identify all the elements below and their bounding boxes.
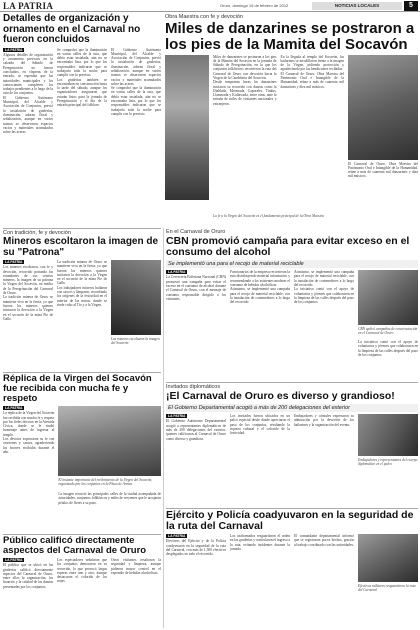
photo-column (111, 260, 161, 346)
newspaper-logo: LA PATRIA (3, 1, 54, 11)
photo-column (358, 270, 418, 357)
diplomats-photo (358, 414, 418, 456)
photo-caption: El instante importante del recibimiento de la Virgen del Socavón, organizado por los conjuntos en la Plaza de Armas (58, 477, 153, 487)
photo-column (358, 414, 418, 467)
subhead: El Gobierno Departamental acogió a más de 200 delegaciones del exterior (166, 404, 418, 412)
procession-photo (348, 55, 418, 160)
headline: Ejército y Policía coadyuvaron en la seguridad de la ruta del Carnaval (166, 509, 414, 533)
photo-caption: Efectivos militares resguardaron la ruta del Carnaval (358, 584, 416, 593)
photo-column (58, 406, 161, 536)
article-column (213, 55, 277, 210)
article-column (3, 48, 53, 135)
paragraph: Asimismo, se implementó una campaña para el recojo de material reciclable, con la instalación de contenedores a lo largo del recorrido. (230, 287, 290, 305)
photo-caption: Embajadores y representantes del cuerpo diplomático en el palco (358, 458, 418, 467)
article-column (348, 162, 418, 179)
divider (166, 382, 418, 383)
headline: ¡El Carnaval de Oruro es diverso y grandioso! (166, 390, 395, 402)
photo-caption: La fe a la Virgen del Socavón es el fundamento principal de la Obra Maestra (213, 214, 324, 218)
paragraph: La réplica de la Virgen del Socavón fue recibida con mucha fe y respeto por los fieles devotos en la Avenida Cívica, donde se le rindió homenaje antes de ingresar al templo. (3, 411, 55, 437)
virgin-photo (58, 406, 161, 476)
column-divider (163, 228, 164, 628)
article-column (166, 414, 226, 441)
byline: LA PATRIA (5, 557, 23, 562)
photo-column (348, 55, 418, 210)
kicker: Invitados diplomáticos (166, 384, 221, 390)
headline: Réplica de la Virgen del Socavón fue recibida con mucha fe y respeto (3, 373, 152, 404)
paragraph: El comandante departamental informó que se registraron pocos hechos, gracias al trabajo coordinado con las autoridades. (294, 534, 354, 547)
photo-caption: Los mineros escoltaron la imagen del Socavón (111, 337, 160, 346)
paragraph: El Gobierno Autónomo Municipal, del Alcalde y Asociación de Conjuntos, previó la instalación de graderías, iluminación, adorno floral y señalización, aunque en varios tramos se observaron espacios vacíos y materiales acumulados sobre las aceras. (3, 95, 53, 135)
headline: CBN promovió campaña para evitar exceso en el consumo del alcohol (166, 235, 410, 259)
article-column (111, 48, 161, 135)
headline: Detalles de organización y ornamento en el Carnaval no fueron concluidos (3, 13, 141, 45)
article-column (166, 534, 226, 556)
dancer-photo (165, 55, 209, 200)
headline: Público calificó directamente aspectos del Carnaval de Oruro (3, 535, 147, 556)
section-tag: NOTICIAS LOCALES (312, 2, 402, 10)
paragraph: Los graderías también se encontraban en construcción hasta la tarde del sábado, aunque los organizadores aseguraron que estarán listos para la jornada de Peregrinación y el día de la entrada principal del folklore. (57, 77, 107, 108)
kicker: Obra Maestra con fe y devoción (165, 14, 243, 20)
article-column (230, 414, 290, 441)
article-column (294, 534, 354, 556)
article-column (281, 55, 345, 210)
page-number: 5 (404, 1, 418, 11)
campaign-photo (358, 270, 418, 325)
paragraph: La imagen recorrió las principales calles de la ciudad acompañada de autoridades, conjuntos folklóricos y miles de creyentes que le arrojaron pétalos de flores a su paso. (58, 491, 161, 505)
paragraph: Efectivos del Ejército y de la Policía coadyuvaron en la seguridad de la ruta del Carnaval, con más de 1.500 efectivos desplegados en todo el recorrido. (166, 539, 226, 557)
paragraph: El público que se ubicó en las graderías calificó directamente aspectos del Carnaval de Oruro, entre ellos la organización, los horarios y la calidad de las danzas presentadas por los conjuntos. (3, 563, 53, 589)
article-column (3, 406, 54, 536)
paragraph: El Carnaval de Oruro, Obra Maestra del Patrimonio Oral e Intangible de la Humanidad, reúne a más de cuarenta mil danzarines y diez mil músicos. (280, 71, 344, 89)
paragraph: Asimismo, se implementó una campaña para el recojo de material reciclable, con la instalación de contenedores a lo largo del recorrido. (294, 270, 354, 287)
article-diverso (166, 384, 418, 506)
byline: LA PATRIA (5, 47, 23, 52)
paragraph: Funcionarios de la empresa recorrieron la ruta distribuyendo material informativo y recomendando a los asistentes moderar el consumo de bebidas alcohólicas. (230, 270, 290, 287)
article-column (3, 558, 53, 589)
paragraph: La Cervecería Boliviana Nacional (CBN) promovió una campaña para evitar el exceso en el consumo de alcohol durante el Carnaval de Oruro, con el mensaje de consumo responsable dirigido a los visitantes. (166, 275, 226, 301)
paragraph: La iniciativa contó con el apoyo de voluntarios y jóvenes que colaboraron en la limpieza de las calles después del paso de los conjuntos. (294, 287, 354, 305)
kicker: En el Carnaval de Oruro (166, 229, 226, 235)
byline: LA PATRIA (5, 260, 23, 264)
paragraph: Miles de danzarines se postraron a los pies de la Mamita del Socavón en la jornada de Sábado de Peregrinación, en la que los conjuntos folklóricos recorrieron la ruta del Carnaval de Oruro con devoción hacia la Virgen de la Candelaria del Socavón. (213, 54, 277, 80)
article-replica (3, 374, 161, 532)
paragraph: El Gobierno Autónomo Municipal, del Alcalde y Asociación de Conjuntos, previó la instalación de graderías, iluminación, adorno floral y señalización, aunque en varios tramos se observaron espacios vacíos y materiales acumulados sobre las aceras. (111, 47, 161, 86)
paragraph: Los mineros escoltaron, con fe y devoción, recorrido portando las estandartes de sus centros mineros, la imagen de su patrona la Virgen del Socavón, en medio de la Peregrinación del Carnaval de Oruro. (3, 265, 53, 296)
article-column (294, 414, 354, 441)
miners-photo (111, 260, 161, 335)
paragraph: El Gobierno Autónomo Departamental acogió a representantes diplomáticos de más de 200 delegaciones del exterior, quienes calificaron al Carnaval de Oruro como diverso y grandioso. (166, 419, 226, 441)
kicker: Con tradición, fe y devoción (3, 230, 71, 236)
article-miles (165, 14, 418, 227)
byline: LA PATRIA (168, 534, 186, 539)
paragraph: Se comprobó que la iluminación en varias calles de la ruta, que debía estar instalada, aún no se encontraba lista, por lo que los responsables indicaron que se trabajaría toda la noche para cumplir con lo previsto. (57, 47, 107, 78)
article-column (230, 270, 290, 304)
paragraph: Los trabajadores mineros bailaron con cascos y lámparas, recordando los orígenes de la festividad en el interior de las minas, donde se rinde culto al Tío y a la Virgen. (57, 285, 107, 307)
paragraph: Los espectadores señalaron que los conjuntos demoraron en su recorrido, lo que provocó largas esperas entre uno y otro, aunque destacaron el colorido de los trajes. (57, 557, 107, 584)
article-column (111, 558, 161, 589)
article-column (358, 340, 418, 357)
masthead (0, 0, 420, 12)
article-column (57, 48, 107, 135)
paragraph: La tradición minera de Oruro se mantiene viva en la fiesta, ya que fueron los mineros quienes iniciaron la devoción a la Virgen en el socavón de la mina Pie de Gallo. (3, 295, 53, 321)
divider (3, 228, 161, 229)
paragraph: Algunos detalles de organización y ornamento previstos en la calzada del Sábado de Peregrinación no fueron concluidos, en vísperas de la entrada; se esperaba que las autoridades municipales y los comerciantes completen los trabajos pendientes a lo largo de la ruta de los conjuntos. (3, 52, 53, 96)
article-column (58, 492, 161, 505)
article-cbn (166, 229, 418, 380)
headline: Mineros escoltaron la imagen de su "Patrona" (3, 236, 159, 258)
photo-column (358, 534, 418, 593)
byline: LA PATRIA (168, 414, 186, 419)
article-column (230, 534, 290, 556)
article-column (3, 260, 53, 321)
paragraph: Desde tempranas horas los danzarines iniciaron su recorrido con danzas como la Diablada, Morenada, Caporales, Tinkus, Llamerada y Kullawada, entre otras, ante la mirada de miles de visitantes nacionales y extranjeros. (213, 80, 277, 106)
article-column (57, 260, 107, 321)
photo-column (165, 55, 209, 210)
dateline: Oruro, domingo 19 de febrero de 2012 (220, 3, 289, 8)
paragraph: El Carnaval de Oruro, Obra Maestra del Patrimonio Oral e Intangible de la Humanidad, reúne a más de cuarenta mil danzarines y diez mil músicos. (348, 161, 418, 179)
byline: LA PATRIA (168, 270, 186, 275)
paragraph: Otros visitantes resaltaron la seguridad y limpieza, aunque pidieron mayor control en el expendio de bebidas alcohólicas. (111, 557, 161, 575)
paragraph: Los invitados fueron ubicados en un palco especial desde donde apreciaron el paso de los conjuntos, resaltando la riqueza cultural y el colorido de la festividad. (230, 414, 290, 436)
article-mineros (3, 230, 161, 370)
soldiers-photo (358, 534, 418, 582)
photo-caption: CBN aplicó campañas de concienciación en el Carnaval de Oruro (358, 327, 418, 336)
paragraph: La tradición minera de Oruro se mantiene viva en la fiesta, ya que fueron los mineros quienes iniciaron la devoción a la Virgen en el socavón de la mina Pie de Gallo. (57, 260, 107, 286)
article-detalles (3, 14, 161, 222)
article-publico (3, 536, 161, 628)
byline: LA PATRIA (5, 405, 23, 410)
article-column (166, 270, 226, 304)
paragraph: Embajadores y cónsules expresaron su admiración por la devoción de los bailarines y la organización del evento. (294, 414, 354, 427)
paragraph: En la llegada al templo del Socavón, los bailarines se arrodillaron frente a la imagen de la Virgen, pidiendo protección y agradeciendo por las bendiciones recibidas. (280, 54, 344, 72)
article-ejercito (166, 510, 418, 628)
paragraph: La iniciativa contó con el apoyo de voluntarios y jóvenes que colaboraron en la limpieza de las calles después del paso de los conjuntos. (358, 340, 418, 357)
article-column (294, 270, 354, 304)
paragraph: Se comprobó que la iluminación en varias calles de la ruta, que debía estar instalada, aún no se encontraba lista, por lo que los responsables indicaron que se trabajaría toda la noche para cumplir con lo previsto. (111, 86, 161, 116)
paragraph: Los devotos expresaron su fe con oraciones y cantos, agradeciendo los favores recibidos durante el año. (3, 436, 55, 454)
article-column (57, 558, 107, 589)
headline: Miles de danzarines se postraron a los pies de la Mamita del Socavón (165, 20, 415, 53)
paragraph: Los uniformados resguardaron el orden en las graderías y controlaron el ingreso a la ruta, evitando incidentes durante la jornada. (230, 534, 290, 551)
subhead: Se implementó una para el recojo de material reciclable (166, 260, 418, 268)
